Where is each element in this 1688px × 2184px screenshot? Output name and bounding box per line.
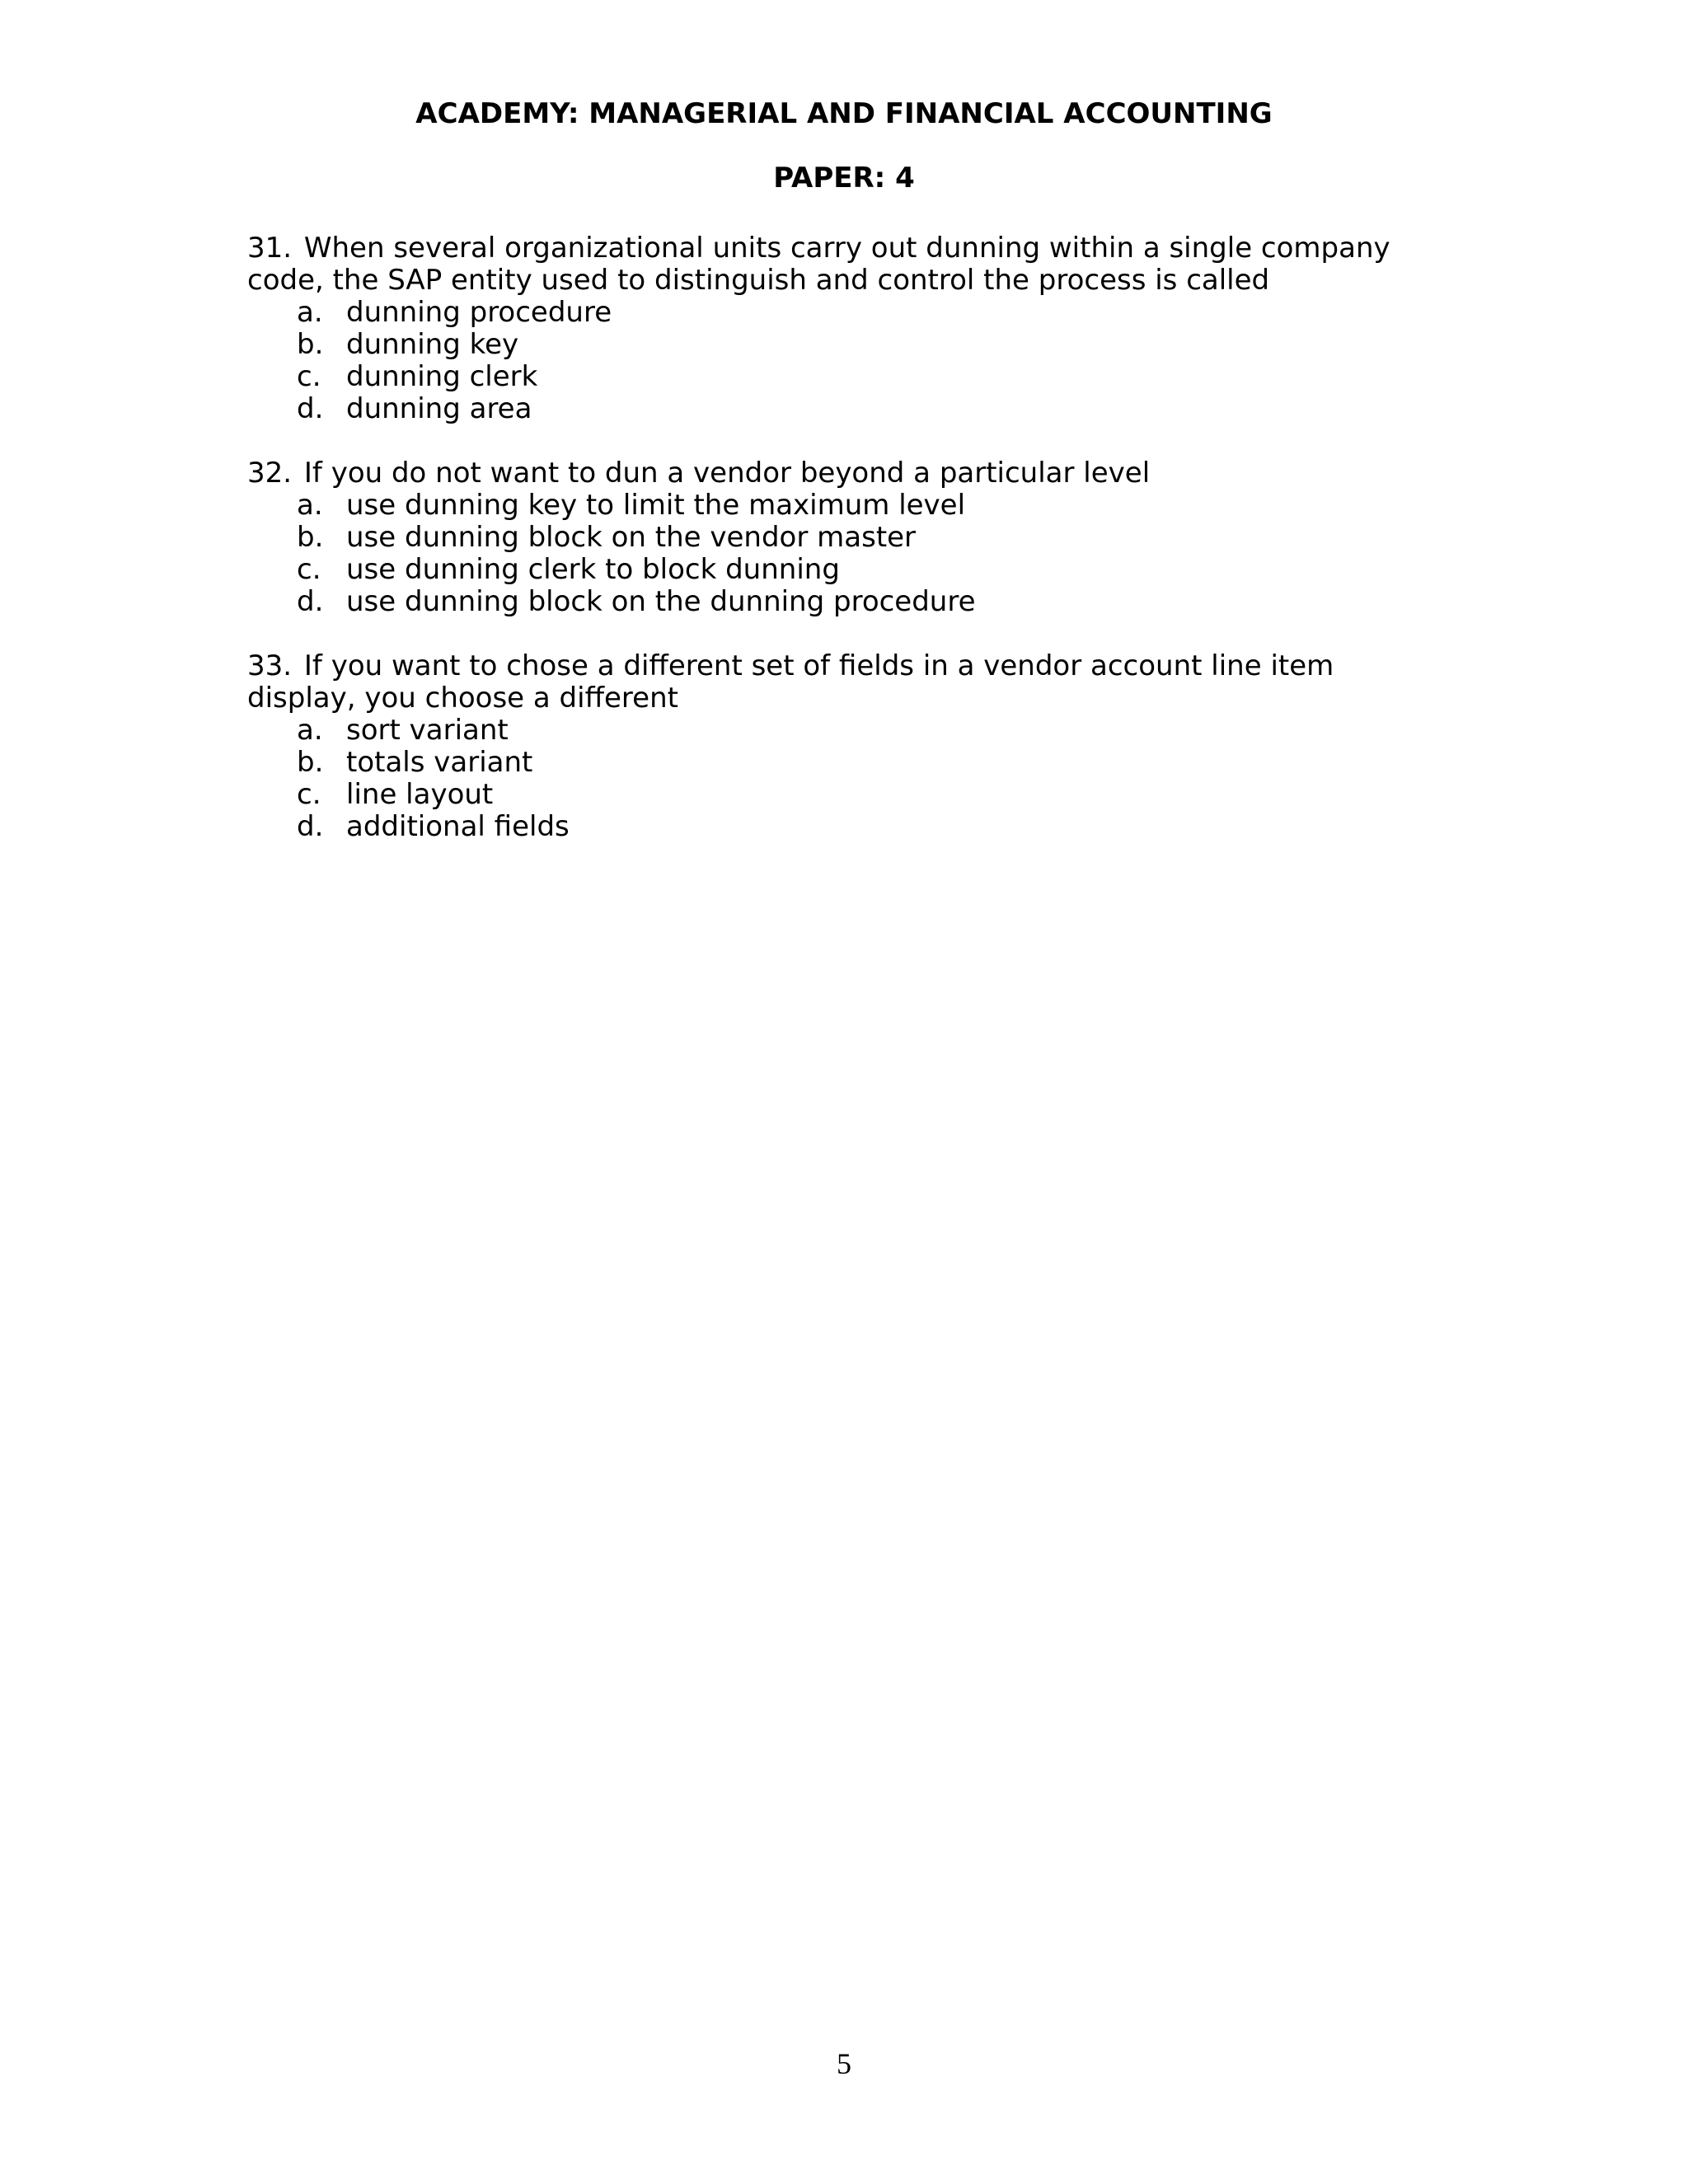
option-letter: d. <box>297 392 324 425</box>
answer-option-c <box>247 361 1451 393</box>
option-letter: c. <box>297 360 321 393</box>
answer-option-d <box>247 811 1451 843</box>
answer-option-d <box>247 586 1451 618</box>
answer-option-a <box>247 715 1451 747</box>
option-text: use dunning clerk to block dunning <box>346 553 840 586</box>
answer-option-c <box>247 779 1451 811</box>
question-33 <box>247 650 1451 843</box>
option-letter: a. <box>297 296 323 329</box>
option-letter: d. <box>297 585 324 618</box>
answer-option-b <box>247 329 1451 361</box>
option-text: additional fields <box>346 810 570 843</box>
option-letter: c. <box>297 778 321 811</box>
option-text: sort variant <box>346 714 509 747</box>
answer-option-b <box>247 522 1451 554</box>
option-text: use dunning block on the vendor master <box>346 521 917 554</box>
option-text: use dunning block on the dunning procedure <box>346 585 976 618</box>
answer-option-b <box>247 747 1451 779</box>
question-stem <box>247 232 1451 297</box>
option-text: dunning procedure <box>346 296 612 329</box>
question-number: 31. <box>247 232 293 265</box>
answer-options <box>247 490 1451 618</box>
paper-label: PAPER: 4 <box>773 162 915 194</box>
question-stem <box>247 457 1451 490</box>
question-31 <box>247 232 1451 425</box>
question-number: 33. <box>247 649 293 682</box>
option-letter: b. <box>297 521 324 554</box>
option-letter: a. <box>297 489 323 522</box>
option-letter: c. <box>297 553 321 586</box>
question-stem <box>247 650 1451 715</box>
option-text: use dunning key to limit the maximum level <box>346 489 966 522</box>
question-number: 32. <box>247 457 293 490</box>
option-letter: b. <box>297 746 324 779</box>
option-text: totals variant <box>346 746 533 779</box>
option-letter: d. <box>297 810 324 843</box>
option-text: line layout <box>346 778 494 811</box>
answer-option-a <box>247 297 1451 329</box>
option-letter: b. <box>297 328 324 361</box>
option-text: dunning clerk <box>346 360 538 393</box>
answer-options <box>247 297 1451 425</box>
answer-options <box>247 715 1451 843</box>
question-text: When several organizational units carry out dunning within a single company code, the SAP entity used to distinguish and control the process is called <box>247 232 1390 297</box>
document-title: ACADEMY: MANAGERIAL AND FINANCIAL ACCOUNTING <box>415 97 1273 130</box>
page-number: 5 <box>837 2047 851 2080</box>
question-32 <box>247 457 1451 618</box>
option-text: dunning key <box>346 328 519 361</box>
question-text: If you want to chose a different set of fields in a vendor account line item display, you choose a different <box>247 649 1334 715</box>
question-text: If you do not want to dun a vendor beyond a particular level <box>303 457 1151 490</box>
option-letter: a. <box>297 714 323 747</box>
answer-option-d <box>247 393 1451 425</box>
option-text: dunning area <box>346 392 532 425</box>
answer-option-c <box>247 554 1451 586</box>
answer-option-a <box>247 490 1451 522</box>
